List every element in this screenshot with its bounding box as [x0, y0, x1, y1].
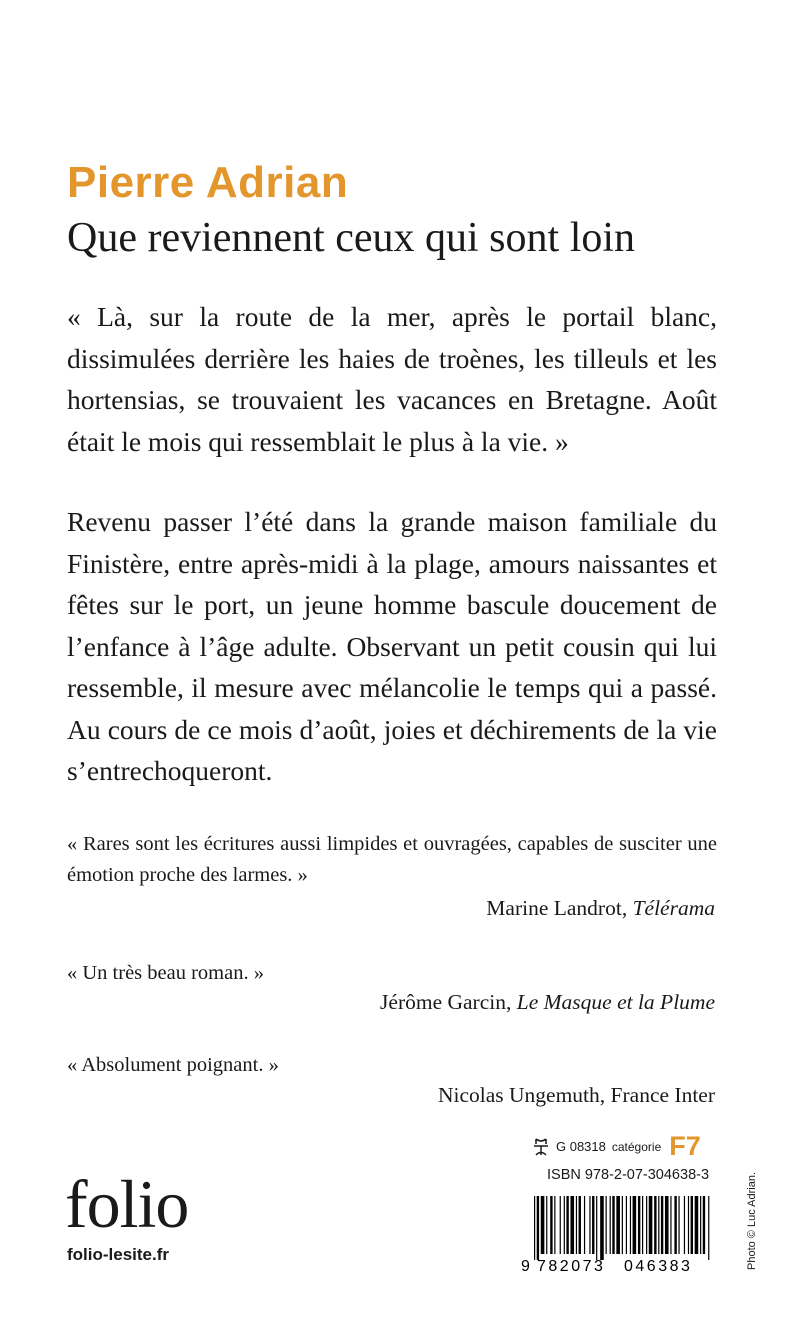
- barcode-bar: [638, 1196, 640, 1254]
- barcode-bar: [661, 1196, 663, 1254]
- barcode-first-digit: 9: [521, 1258, 530, 1274]
- barcode-bar: [633, 1196, 637, 1254]
- barcode-bar: [546, 1196, 547, 1254]
- barcode-bar: [596, 1196, 597, 1260]
- barcode-bar: [606, 1196, 607, 1254]
- review-1-text: « Rares sont les écritures aussi limpides et ouvragées, capables de susciter une émotion proche des larmes. »: [67, 833, 717, 886]
- barcode-bar: [630, 1196, 631, 1254]
- barcode-bar: [564, 1196, 565, 1254]
- barcode-bar: [534, 1196, 535, 1260]
- review-2-text: « Un très beau roman. »: [67, 962, 264, 984]
- barcode-bar: [550, 1196, 552, 1254]
- barcode-bar: [592, 1196, 594, 1254]
- review-1-attribution: [486, 896, 715, 921]
- barcode-bar: [576, 1196, 577, 1254]
- review-3-text: « Absolument poignant. »: [67, 1054, 279, 1076]
- barcode-graphic: [520, 1196, 715, 1274]
- barcode-bar: [541, 1196, 545, 1254]
- barcode-bar: [610, 1196, 611, 1254]
- photo-credit: Photo © Luc Adrian.: [746, 1171, 758, 1270]
- barcode-bar: [589, 1196, 590, 1254]
- barcode-bar: [566, 1196, 568, 1254]
- barcode-bar: [665, 1196, 669, 1254]
- book-code: G 08318: [556, 1139, 606, 1154]
- review-2-source: Le Masque et la Plume: [516, 990, 715, 1014]
- barcode-bar: [684, 1196, 685, 1254]
- review-3-author: Nicolas Ungemuth, France Inter: [437, 1083, 715, 1107]
- barcode-bar: [600, 1196, 604, 1260]
- review-3-attribution: [438, 1083, 715, 1108]
- barcode-bar: [674, 1196, 676, 1254]
- barcode-bar: [616, 1196, 620, 1254]
- barcode-bar: [646, 1196, 647, 1254]
- barcode-bar: [642, 1196, 643, 1254]
- barcode-bar: [678, 1196, 679, 1254]
- category-badge: F7: [669, 1131, 701, 1161]
- barcode-bar: [670, 1196, 671, 1254]
- isbn-text: ISBN 978-2-07-304638-3: [547, 1167, 710, 1183]
- barcode-right-digits: 046383: [624, 1258, 693, 1274]
- website-link[interactable]: folio-lesite.fr: [67, 1245, 170, 1264]
- review-2-attribution: [380, 990, 715, 1015]
- summary-text: Revenu passer l’été dans la grande maison familiale du Finistère, entre après-midi à la plage, amours naissantes et fêtes sur le port, un jeune homme bascule doucement de l’enfance à l’âge adulte. Observant un petit cousin qui lui ressemble, il mesure avec mélancolie le temps qui a passé. Au cours de ce mois d’août, joies et déchirements de la vie s’entrechoqueront.: [67, 506, 717, 786]
- category-label: catégorie: [611, 1139, 662, 1154]
- barcode-bar: [658, 1196, 659, 1254]
- barcode-bar: [688, 1196, 689, 1254]
- author-name: Pierre Adrian: [67, 158, 349, 207]
- excerpt-quote: « Là, sur la route de la mer, après le portail blanc, dissimulées derrière les haies de troènes, les tilleuls et les hortensias, se trouvaient les vacances en Bretagne. Août était le mois qui ressemblait le plus à la vie. »: [67, 301, 717, 457]
- barcode-bar: [537, 1196, 539, 1260]
- folio-logo: folio: [65, 1166, 189, 1242]
- barcode-bar: [579, 1196, 581, 1254]
- barcode-bar: [649, 1196, 653, 1254]
- barcode-bar: [691, 1196, 693, 1254]
- barcode-bar: [654, 1196, 656, 1254]
- barcode-bar: [554, 1196, 555, 1254]
- barcode-left-digits: 782073: [537, 1258, 606, 1274]
- barcode-bar: [570, 1196, 574, 1254]
- barcode-bars: [534, 1196, 709, 1260]
- barcode-bar: [703, 1196, 705, 1254]
- barcode-bar: [708, 1196, 709, 1260]
- review-2-author: Jérôme Garcin,: [380, 990, 512, 1014]
- barcode-bar: [700, 1196, 701, 1254]
- gallimard-emblem-icon: [532, 1137, 550, 1157]
- review-1-author: Marine Landrot,: [486, 896, 628, 920]
- book-title: Que reviennent ceux qui sont loin: [67, 215, 636, 261]
- barcode-bar: [560, 1196, 561, 1254]
- barcode: [520, 1196, 715, 1274]
- barcode-bar: [612, 1196, 614, 1254]
- review-1-source: Télérama: [632, 896, 715, 920]
- code-line: [532, 1133, 701, 1160]
- barcode-bar: [695, 1196, 699, 1254]
- barcode-bar: [622, 1196, 623, 1254]
- barcode-bar: [584, 1196, 585, 1254]
- barcode-bar: [626, 1196, 627, 1254]
